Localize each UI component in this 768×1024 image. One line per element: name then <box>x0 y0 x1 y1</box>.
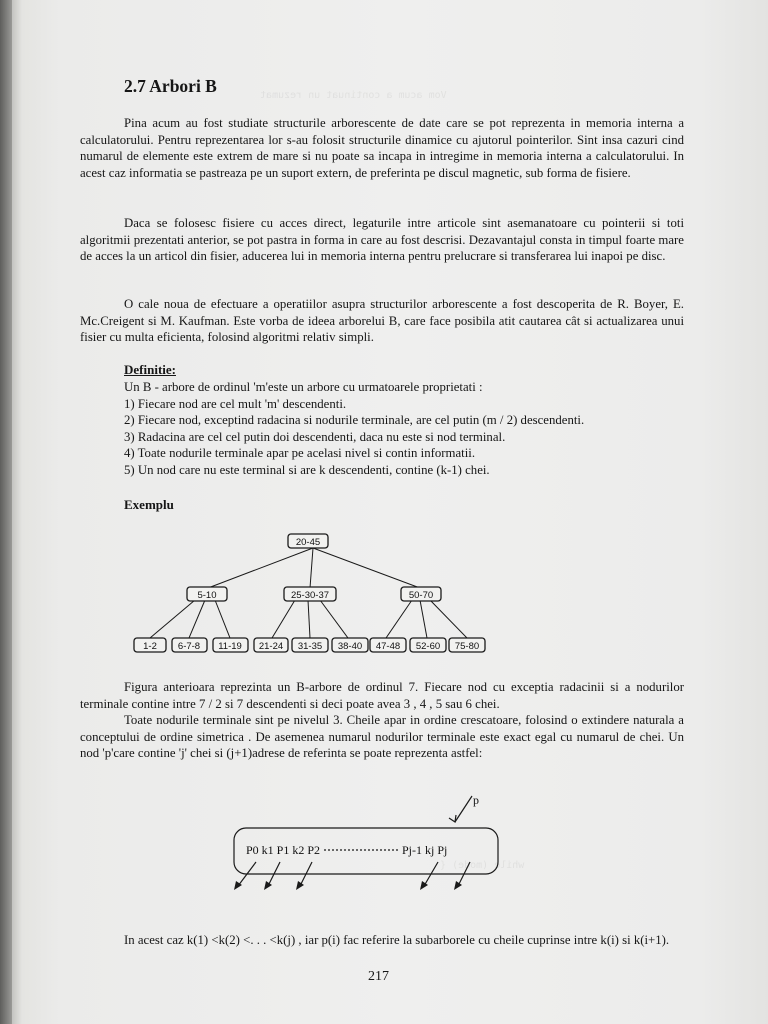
tree-root-keys: 20-45 <box>295 537 321 548</box>
node-structure-diagram <box>220 790 510 900</box>
paragraph-1: Pina acum au fost studiate structurile arborescente de date care se pot reprezenta in memoria interna a calculatorului. Pentru reprezentarea lor s-au folosit structurile dinamice cu ajutorul pointerilor. Sint insa cazuri cind numarul de elemente este extrem de mare si nu poate sa incapa in intregime in memoria interna a calculatorului. In acest caz informatia se pastreaza pe un suport extern, de preferinta pe discul magnetic, sub forma de fisiere. <box>80 116 684 180</box>
bleed-through: while (mode) { <box>440 860 525 871</box>
b-tree-diagram <box>130 526 490 656</box>
tree-node-keys: 25-30-37 <box>290 590 330 601</box>
book-spine-shadow <box>0 0 12 1024</box>
tree-leaf-keys: 21-24 <box>258 641 284 652</box>
tree-leaf-keys: 31-35 <box>297 641 323 652</box>
example-label: Exemplu <box>124 497 174 512</box>
tree-node-keys: 50-70 <box>408 590 434 601</box>
tree-leaf-keys: 11-19 <box>218 641 242 652</box>
node-right-part: Pj-1 kj Pj <box>402 843 448 857</box>
tree-leaf-keys: 1-2 <box>143 641 157 652</box>
paragraph-final: In acest caz k(1) <k(2) <. . . <k(j) , iar p(i) fac referire la subarborele cu cheile cuprinse intre k(i) si k(i+1). <box>124 933 670 947</box>
paragraph-5: Toate nodurile terminale sint pe nivelul 3. Cheile apar in ordine crescatoare, folosind o extindere naturala a conceptului de ordine simetrica . De asemenea numarul nodurilor terminale este exact egal cu numarul de chei. Un nod 'p'care contine 'j' chei si (j+1)adrese de referinta se poate reprezenta astfel: <box>80 713 684 761</box>
section-title: 2.7 Arbori B <box>124 76 217 96</box>
definition-list <box>124 379 684 479</box>
paragraph-3: O cale noua de efectuare a operatiilor asupra structurilor arborescente a fost descoperita de R. Boyer, E. Mc.Creigent si M. Kaufman. Este vorba de ideea arborelui B, care face posibila atit cautarea cât si actualizarea unui fisier cu multa eficienta, folosind algoritmi relativ simpli. <box>80 297 684 345</box>
definition-line: 2) Fiecare nod, exceptind radacina si nodurile terminale, are cel putin (m / 2) descendenti. <box>124 413 585 428</box>
paragraph-4: Figura anterioara reprezinta un B-arbore de ordinul 7. Fiecare nod cu exceptia radacinii si a nodurilor terminale contine intre 7 / 2 si 7 descendenti si deci poate avea 3 , 4 , 5 sau 6 chei. <box>80 680 684 711</box>
definition-line: 1) Fiecare nod are cel mult 'm' descendenti. <box>124 396 347 411</box>
tree-leaf-keys: 38-40 <box>337 641 363 652</box>
page-number: 217 <box>368 969 389 984</box>
bleed-through: Vom acum a continuat un rezumat <box>260 90 447 101</box>
tree-leaf-keys: 6-7-8 <box>177 641 201 652</box>
tree-leaf-keys: 75-80 <box>454 641 480 652</box>
definition-label: Definitie: <box>124 362 176 377</box>
definition-line: Un B - arbore de ordinul 'm'este un arbore cu urmatoarele proprietati : <box>124 380 483 394</box>
tree-leaf-keys: 47-48 <box>375 641 401 652</box>
tree-node-keys: 5-10 <box>197 590 217 601</box>
tree-leaf-keys: 52-60 <box>415 641 441 652</box>
node-pointer-label: p <box>473 793 479 807</box>
definition-line: 4) Toate nodurile terminale apar pe acelasi nivel si contin informatii. <box>124 446 476 461</box>
paragraph-2: Daca se folosesc fisiere cu acces direct, legaturile intre articole sint asemanatoare cu pointerii si toti algoritmii prezentati anterior, se pot pastra in forma in care au fost descrisi. Dezavantajul consta in timpul foarte mare de acces la un articol din fisier, aducerea lui in memoria interna pentru prelucrare si transferarea lui inapoi pe disc. <box>80 216 684 264</box>
definition-line: 3) Radacina are cel cel putin doi descendenti, daca nu este si nod terminal. <box>124 429 506 444</box>
definition-line: 5) Un nod care nu este terminal si are k descendenti, contine (k-1) chei. <box>124 462 490 477</box>
node-left-part: P0 k1 P1 k2 P2 <box>246 843 321 857</box>
